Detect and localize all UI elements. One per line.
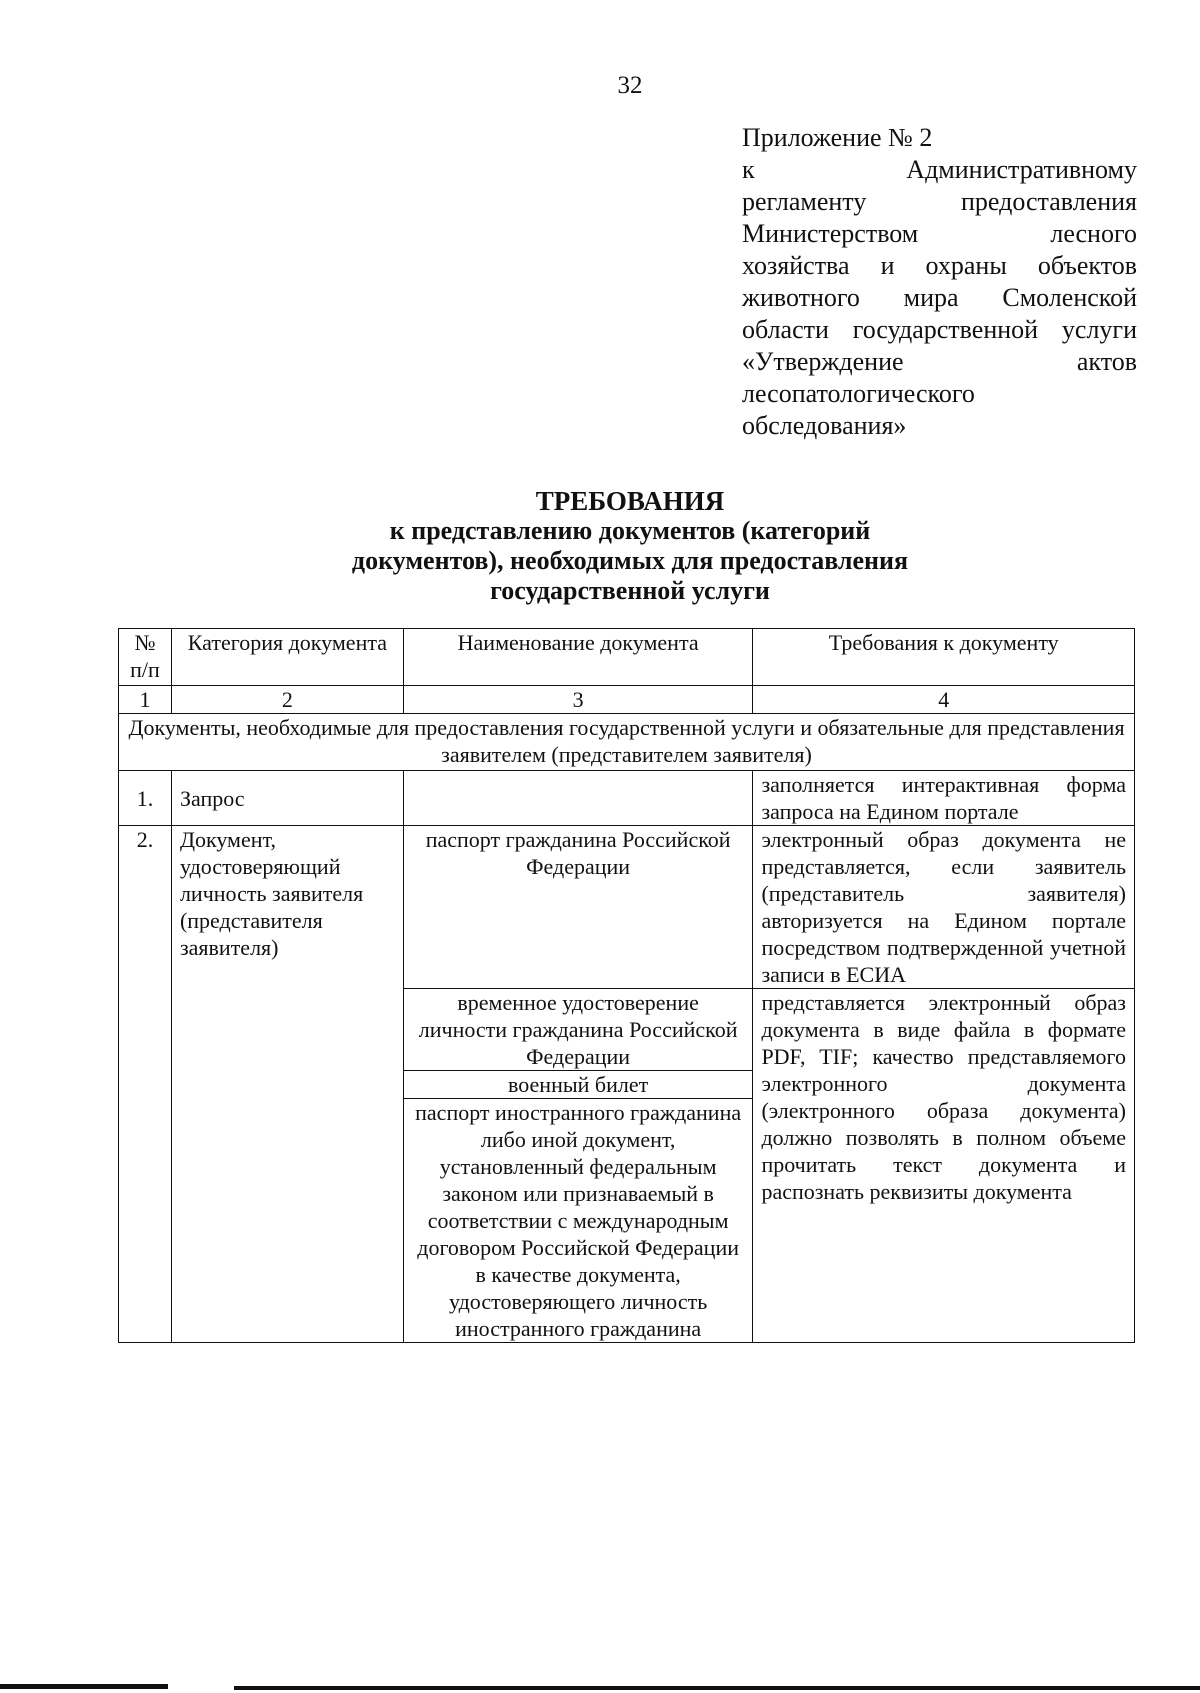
row-requirement: представляется электронный образ документа в виде файла в формате PDF, TIF; качество представляемого электронного документа (электронного образа документа) должно позволять в полном объеме прочитать текст документа и распознать реквизиты документа xyxy=(753,989,1135,1343)
row-requirement: заполняется интерактивная форма запроса на Едином портале xyxy=(753,771,1135,826)
appendix-line: регламенту предоставления xyxy=(742,187,1137,216)
appendix-line: Министерством лесного xyxy=(742,219,1137,248)
column-number: 2 xyxy=(171,686,403,714)
heading-line: документов), необходимых для предоставления xyxy=(351,546,909,575)
heading-line: государственной услуги xyxy=(490,576,770,605)
column-number: 3 xyxy=(403,686,753,714)
row-category: Запрос xyxy=(171,771,403,826)
table-row xyxy=(119,771,1135,826)
header-document-name: Наименование документа xyxy=(403,629,753,686)
header-number: № п/п xyxy=(119,629,172,686)
appendix-line: Приложение № 2 xyxy=(742,123,933,152)
page-number: 32 xyxy=(617,72,643,99)
table-row xyxy=(119,826,1135,989)
appendix-line: области государственной услуги xyxy=(742,315,1137,344)
column-numbers-row xyxy=(119,686,1135,714)
column-number: 1 xyxy=(119,686,172,714)
document-heading xyxy=(300,486,960,606)
bottom-rule xyxy=(234,1686,1200,1690)
appendix-line: обследования» xyxy=(742,411,907,440)
row-category: Документ, удостоверяющий личность заявителя (представителя заявителя) xyxy=(171,826,403,1343)
appendix-line: «Утверждение актов xyxy=(742,347,1137,376)
heading-line: к представлению документов (категорий xyxy=(389,516,871,545)
row-document: временное удостоверение личности гражданина Российской Федерации xyxy=(403,989,753,1071)
appendix-line: лесопатологического xyxy=(742,379,975,408)
column-number: 4 xyxy=(753,686,1135,714)
table-header-row xyxy=(119,629,1135,686)
row-document xyxy=(403,771,753,826)
appendix-line: к Административному xyxy=(742,155,1137,184)
row-number: 1. xyxy=(119,771,172,826)
header-requirements: Требования к документу xyxy=(753,629,1135,686)
bottom-rule xyxy=(0,1684,168,1689)
row-requirement: электронный образ документа не представляется, если заявитель (представитель заявителя) авторизуется на Едином портале посредством подтвержденной учетной записи в ЕСИА xyxy=(753,826,1135,989)
appendix-line: животного мира Смоленской xyxy=(742,283,1137,312)
requirements-table xyxy=(118,628,1135,1343)
row-number: 2. xyxy=(119,826,172,1343)
row-document: паспорт гражданина Российской Федерации xyxy=(403,826,753,989)
section-row xyxy=(119,714,1135,771)
section-title: Документы, необходимые для предоставления государственной услуги и обязательные для представления заявителем (представителем заявителя) xyxy=(119,714,1135,771)
appendix-line: хозяйства и охраны объектов xyxy=(742,251,1137,280)
appendix-note xyxy=(742,122,1137,442)
row-document: паспорт иностранного гражданина либо иной документ, установленный федеральным законом или признаваемый в соответствии с международным договором Российской Федерации в качестве документа, удостоверяющего личность иностранного гражданина xyxy=(403,1099,753,1343)
heading-title: ТРЕБОВАНИЯ xyxy=(535,486,725,516)
row-document: военный билет xyxy=(403,1071,753,1099)
header-category: Категория документа xyxy=(171,629,403,686)
